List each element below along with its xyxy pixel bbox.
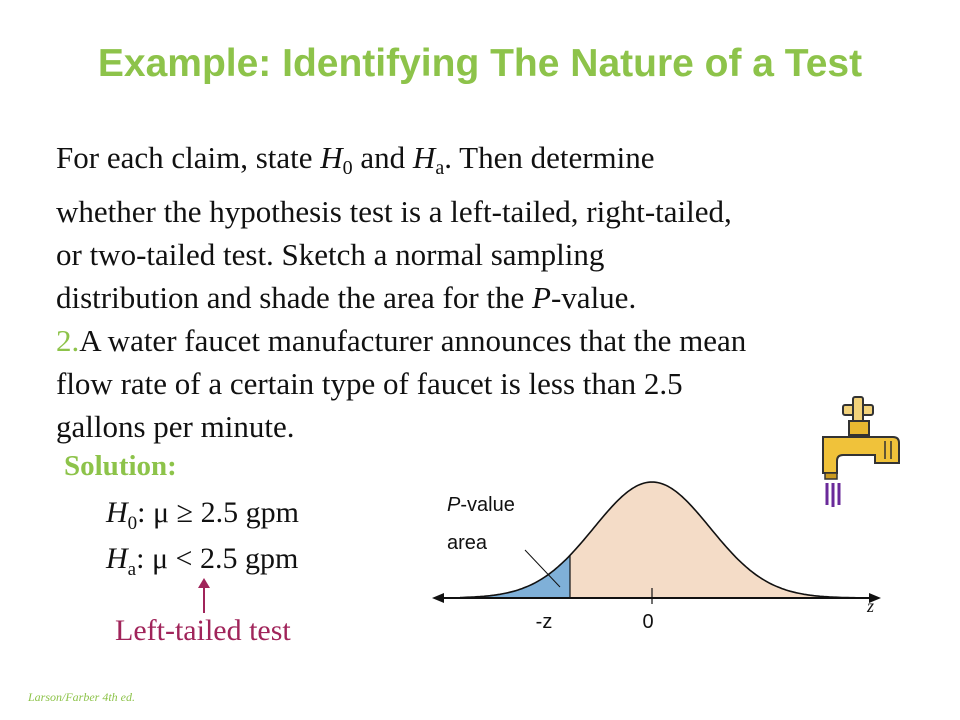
claim-number: 2. — [56, 323, 80, 358]
solution-label: Solution: — [64, 450, 177, 482]
axis-left-arrow-icon — [432, 593, 444, 603]
test-type-conclusion: Left-tailed test — [115, 614, 291, 647]
pvalue-area-label: P-value area — [447, 494, 515, 554]
null-hypothesis: $H_0$: μ ≥ 2.5 gpm — [106, 496, 299, 534]
alternative-hypothesis: $H_a$: μ < 2.5 gpm — [106, 542, 299, 580]
instructions-paragraph: For each claim, state $H_0$ and $H_a$. Then determine whether the hypothesis test is a left-tailed, right-tailed, or two-tailed test. Sketch a normal sampling distribution and shade the area for the P-value. 2.A water faucet manufacturer announces that the mean flow rate of a certain type of faucet is less than 2.5 gallons per minute. — [56, 140, 747, 444]
footer-credit: Larson/Farber 4th ed. — [28, 690, 136, 704]
faucet-icon — [815, 393, 905, 513]
arrow-shaft — [203, 585, 205, 613]
claim-text: A water faucet manufacturer announces that the mean — [79, 323, 747, 358]
slide-title: Example: Identifying The Nature of a Test — [97, 42, 863, 85]
curve-area — [460, 482, 870, 598]
tick-label-zero: 0 — [642, 611, 654, 633]
tick-label-neg-z: -z — [535, 611, 553, 633]
axis-label-z: z — [867, 596, 875, 616]
